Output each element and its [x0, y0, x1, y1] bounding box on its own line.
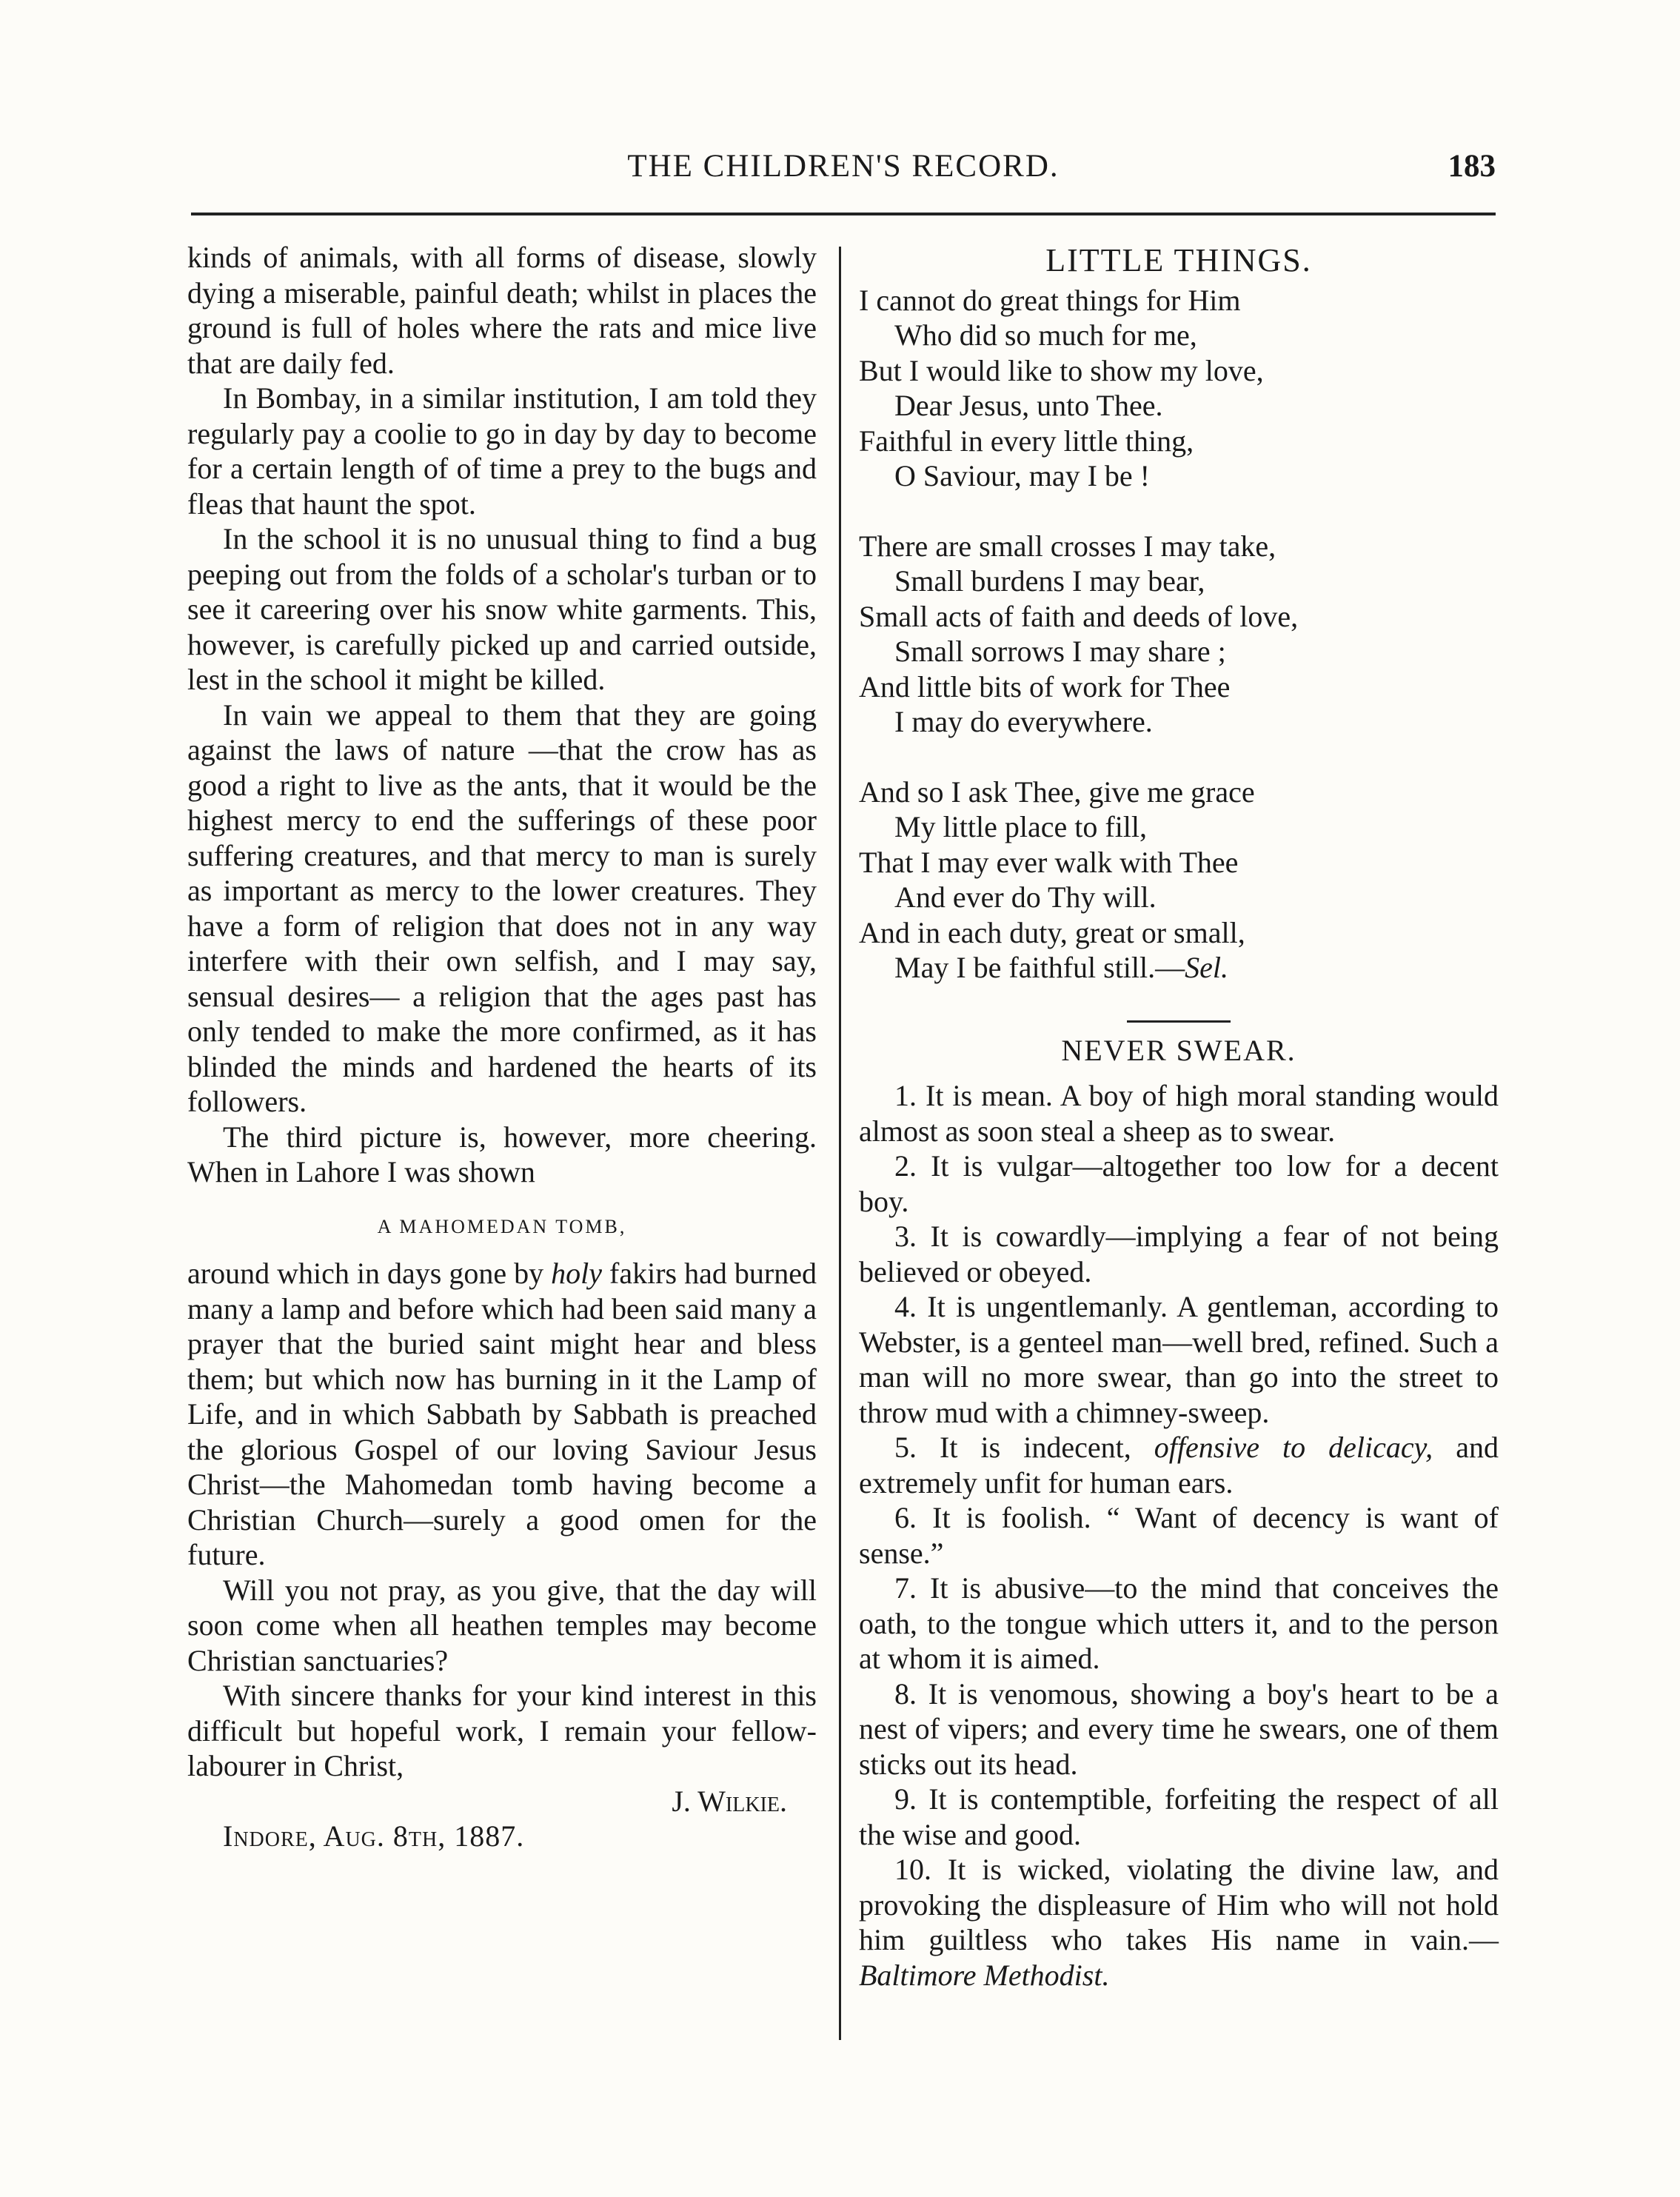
- list-item: 9. It is contemptible, forfeiting the respect of all the wise and good.: [859, 1782, 1499, 1851]
- right-column: [859, 240, 1499, 1993]
- source-credit: Baltimore Methodist.: [859, 1958, 1110, 1992]
- list-item: 8. It is venomous, showing a boy's heart to be a nest of vipers; and every time he swears, one of them sticks out its head.: [859, 1676, 1499, 1781]
- list-item: 1. It is mean. A boy of high moral standing would almost as soon steal a sheep as to swear.: [859, 1079, 1499, 1148]
- poem-line: Who did so much for me,: [894, 318, 1197, 352]
- left-column: [187, 240, 817, 1854]
- list-item: 2. It is vulgar—altogether too low for a decent boy.: [859, 1149, 1499, 1218]
- poem-line: O Saviour, may I be !: [894, 459, 1150, 492]
- poem-line: And so I ask Thee, give me grace: [859, 775, 1255, 809]
- poem-line: And little bits of work for Thee: [859, 669, 1231, 703]
- poem-line: That I may ever walk with Thee: [859, 845, 1239, 879]
- poem-line: Dear Jesus, unto Thee.: [894, 389, 1163, 422]
- text-run: around which in days gone by: [187, 1257, 552, 1290]
- poem-line: And in each duty, great or small,: [859, 915, 1245, 949]
- list-item: 4. It is ungentlemanly. A gentleman, according to Webster, is a genteel man—well bred, refined. Such a man will no more swear, than go into the street to throw mud with a chimney-sweep.: [859, 1290, 1499, 1429]
- text-run: 10. It is wicked, violating the divine law, and provoking the displeasure of Him who will not hold him guiltless who takes His name in vain.—: [859, 1853, 1499, 1956]
- emphasis: holy: [551, 1257, 603, 1290]
- poem-line: [859, 950, 1499, 986]
- paragraph: In the school it is no unusual thing to find a bug peeping out from the folds of a scholar's turban or to see it careering over his snow white garments. This, however, is carefully picked up and carried outside, lest in the school it might be killed.: [187, 522, 817, 696]
- list-item: 3. It is cowardly—implying a fear of not being believed or obeyed.: [859, 1220, 1499, 1288]
- list-item: 6. It is foolish. “ Want of decency is want of sense.”: [859, 1501, 1499, 1570]
- signature: J. Wilkie.: [672, 1784, 787, 1818]
- list-item: [859, 1430, 1499, 1500]
- poem-line: But I would like to show my love,: [859, 353, 1264, 387]
- place-date: Indore, Aug. 8th, 1887.: [223, 1819, 525, 1853]
- text-run: and extremely unfit for human ears.: [859, 1431, 1499, 1499]
- poem-line: And ever do Thy will.: [894, 880, 1157, 914]
- section-divider: [1127, 1020, 1231, 1023]
- subheading: A MAHOMEDAN TOMB,: [377, 1215, 627, 1237]
- paragraph: kinds of animals, with all forms of disease, slowly dying a miserable, painful death; whilst in places the ground is full of holes where the rats and mice live that are daily fed.: [187, 241, 817, 380]
- list-item: [859, 1852, 1499, 1993]
- stanza: [859, 529, 1499, 740]
- poem-line: There are small crosses I may take,: [859, 529, 1276, 563]
- stanza: [859, 283, 1499, 494]
- text-run: fakirs had burned many a lamp and before which had been said many a prayer that the buried saint might hear and bless them; but which now has burning in it the Lamp of Life, and in which Sabbath by Sabbath is preached the glorious Gospel of our loving Saviour Jesus Christ—the Mahomedan tomb having become a Christian Church—surely a good omen for the future.: [187, 1257, 817, 1571]
- paragraph: The third picture is, however, more cheering. When in Lahore I was shown: [187, 1120, 817, 1188]
- paragraph: In vain we appeal to them that they are going against the laws of nature —that the crow has as good a right to live as the ants, that it would be the highest mercy to end the sufferings of these poor suffering creatures, and that mercy to man is surely as important as mercy to the lower creatures. They have a form of religion that does not in any way interfere with their own selfish, and I may say, sensual desires— a religion that the ages past has only tended to make the more confirmed, as it has blinded the minds and hardened the hearts of its followers.: [187, 698, 817, 1118]
- paragraph: In Bombay, in a similar institution, I am told they regularly pay a coolie to go in day by day to become for a certain length of of time a prey to the bugs and fleas that haunt the spot.: [187, 381, 817, 521]
- page-header: [191, 148, 1496, 200]
- paragraph: [187, 1256, 817, 1573]
- text-run: May I be faithful still.—: [894, 951, 1185, 984]
- header-rule: [191, 213, 1496, 215]
- text-run: 5. It is indecent,: [894, 1431, 1154, 1464]
- poem-line: Small sorrows I may share ;: [894, 635, 1226, 668]
- paragraph: With sincere thanks for your kind interest in this difficult but hopeful work, I remain your fellow-labourer in Christ,: [187, 1679, 817, 1782]
- list-item: 7. It is abusive—to the mind that conceives the oath, to the tongue which utters it, and to the person at whom it is aimed.: [859, 1571, 1499, 1675]
- paragraph: Will you not pray, as you give, that the day will soon come when all heathen temples may become Christian sanctuaries?: [187, 1573, 817, 1677]
- stanza: [859, 775, 1499, 986]
- poem-line: I cannot do great things for Him: [859, 283, 1241, 317]
- poem-title: LITTLE THINGS.: [1045, 242, 1312, 278]
- section-title: NEVER SWEAR.: [1061, 1033, 1296, 1067]
- poem-line: Small acts of faith and deeds of love,: [859, 599, 1299, 633]
- page-number: 183: [1448, 149, 1496, 184]
- poem-line: Small burdens I may bear,: [894, 564, 1205, 598]
- poem-credit: Sel.: [1185, 951, 1229, 984]
- poem-line: I may do everywhere.: [894, 705, 1153, 738]
- poem-line: Faithful in every little thing,: [859, 424, 1194, 458]
- running-title: THE CHILDREN'S RECORD.: [627, 149, 1060, 184]
- poem-line: My little place to fill,: [894, 810, 1148, 843]
- column-rule: [839, 247, 841, 2040]
- emphasis: offensive to delicacy,: [1154, 1431, 1433, 1464]
